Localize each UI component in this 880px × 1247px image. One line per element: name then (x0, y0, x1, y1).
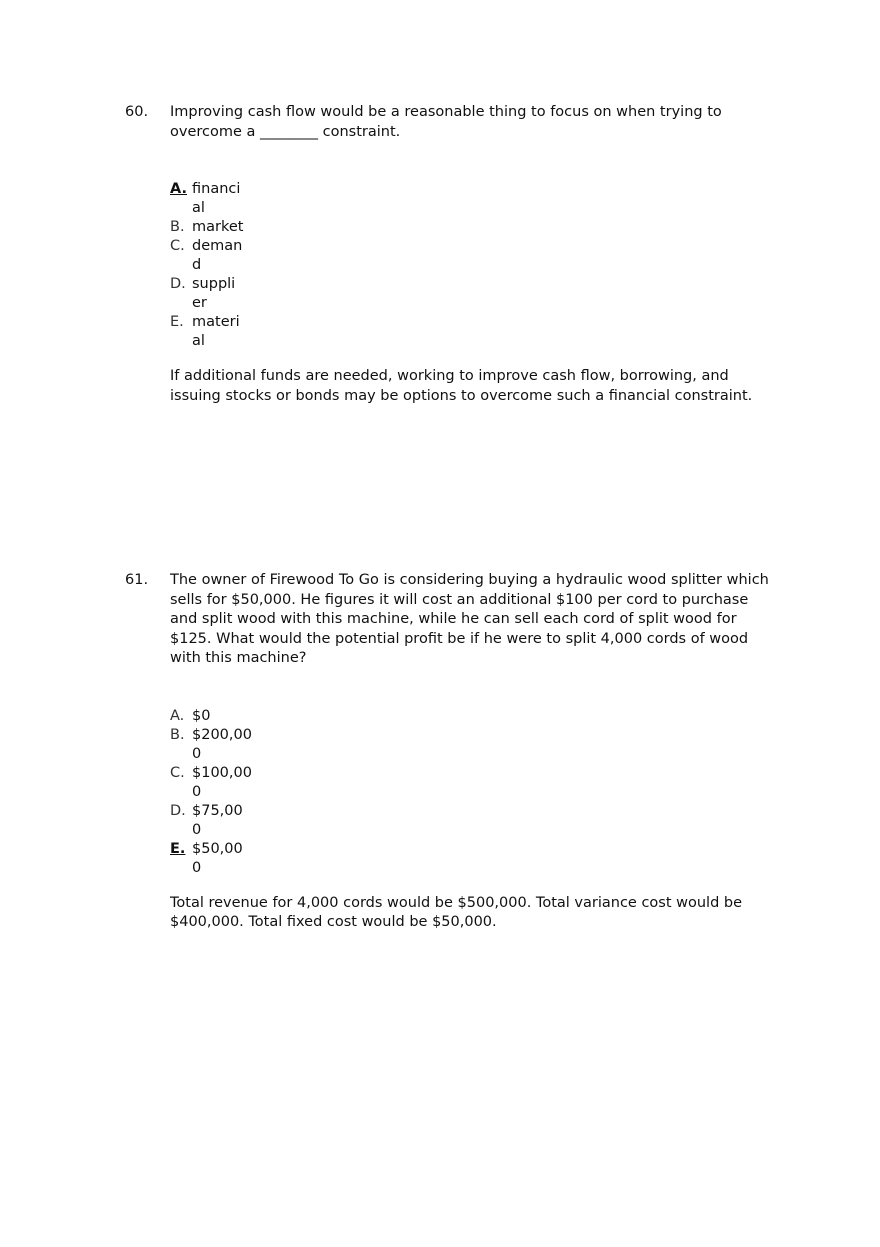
choice-letter: C. (170, 764, 185, 781)
choice-letter: C. (170, 238, 185, 254)
choice-b (170, 726, 785, 764)
choice-b (170, 218, 785, 237)
choice-letter-correct: A. (170, 181, 187, 197)
choice-a (170, 707, 785, 726)
choice-text: material (192, 314, 240, 349)
choice-letter: B. (170, 219, 185, 235)
choice-c (170, 764, 785, 802)
question-number: 60. (125, 104, 149, 120)
question-text: Improving cash flow would be a reasonable thing to focus on when trying to overcome a ________ constraint. (170, 104, 722, 140)
choice-letter-correct: E. (170, 840, 186, 857)
choice-text: demand (192, 238, 243, 273)
choice-e (170, 840, 785, 878)
choice-c (170, 237, 785, 275)
choice-d (170, 802, 785, 840)
question-61 (125, 571, 785, 933)
choice-letter: E. (170, 314, 184, 330)
choice-letter: B. (170, 726, 185, 743)
choice-d (170, 275, 785, 313)
answer-choices (170, 180, 785, 351)
choice-text: $0 (192, 707, 211, 724)
answer-explanation: Total revenue for 4,000 cords would be $500,000. Total variance cost would be $400,000. Total fixed cost would be $50,000. (170, 894, 743, 930)
choice-letter: D. (170, 802, 186, 819)
choice-text: financial (192, 181, 241, 216)
question-number: 61. (125, 572, 149, 588)
question-text: The owner of Firewood To Go is considering buying a hydraulic wood splitter which sells for $50,000. He figures it will cost an additional $100 per cord to purchase and split wood with this machine, while he can sell each cord of split wood for $125. What would the potential profit be if he were to split 4,000 cords of wood with this machine? (170, 572, 769, 666)
choice-text: $50,000 (192, 840, 243, 876)
choice-letter: A. (170, 707, 185, 724)
choice-text: $75,000 (192, 802, 243, 838)
choice-letter: D. (170, 276, 186, 292)
answer-choices (170, 707, 785, 878)
choice-text: supplier (192, 276, 236, 311)
choice-a (170, 180, 785, 218)
choice-e (170, 313, 785, 351)
question-60 (125, 103, 785, 406)
choice-text: $200,000 (192, 726, 252, 762)
answer-explanation: If additional funds are needed, working to improve cash flow, borrowing, and issuing stocks or bonds may be options to overcome such a financial constraint. (170, 368, 753, 404)
choice-text: $100,000 (192, 764, 252, 800)
choice-text: market (192, 219, 244, 235)
